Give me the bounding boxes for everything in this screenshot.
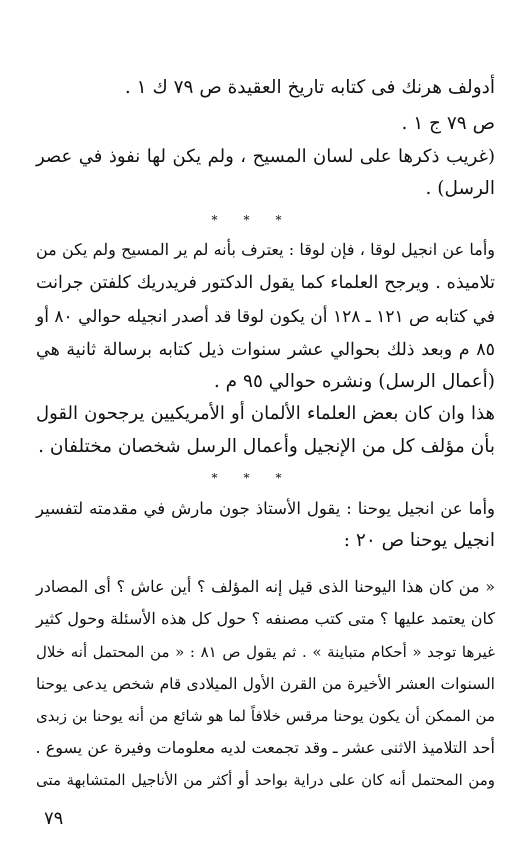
text-line: (غريب ذكرها على لسان المسيح ، ولم يكن لها نفوذ في عصر xyxy=(36,146,495,167)
separator-star: * xyxy=(243,213,276,227)
text-line: (أعمال الرسل) ونشره حوالي ٩٥ م . xyxy=(213,371,495,392)
separator-star: * xyxy=(275,471,308,485)
page-number: ٧٩ xyxy=(44,808,64,829)
text-line: الرسل) . xyxy=(425,178,495,199)
separator-star: * xyxy=(211,471,244,485)
text-line: السنوات العشر الأخيرة من القرن الأول الميلادى قام شخص يدعى يوحنا xyxy=(36,675,495,693)
text-line: ٨٥ م وبعد ذلك بحوالي عشر سنوات ذيل كتابه برسالة ثانية هي xyxy=(36,340,495,360)
text-line: انجيل يوحنا ص ٢٠ : xyxy=(343,530,495,551)
section-separator xyxy=(0,214,519,226)
text-line: من الممكن أن يكون يوحنا مرقس خلافاً لما هو شائع من أنه يوحنا بن زبدى xyxy=(36,707,495,725)
separator-star: * xyxy=(211,213,244,227)
text-line: « من كان هذا اليوحنا الذى قيل إنه المؤلف ؟ أين عاش ؟ أى المصادر xyxy=(36,577,495,596)
text-line: هذا وان كان بعض العلماء الألمان أو الأمريكيين يرجحون القول xyxy=(36,403,495,424)
text-line: تلاميذه . ويرجح العلماء كما يقول الدكتور فريدريك كلفتن جرانت xyxy=(36,273,495,293)
text-line: ص ٧٩ ج ١ . xyxy=(401,113,495,134)
text-line: غيرها توجد « أحكام متباينة » . ثم يقول ص ٨١ : « من المحتمل أنه خلال xyxy=(36,643,496,661)
separator-star: * xyxy=(243,471,276,485)
text-line: كان يعتمد عليها ؟ متى كتب مصنفه ؟ حول كل هذه الأسئلة وحول كثير xyxy=(36,609,495,628)
separator-star: * xyxy=(275,213,308,227)
text-line: وأما عن انجيل لوقا ، فإن لوقا : يعترف بأنه لم ير المسيح ولم يكن من xyxy=(36,240,495,259)
text-line: وأما عن انجيل يوحنا : يقول الأستاذ جون مارش في مقدمته لتفسير xyxy=(36,499,495,518)
text-line: أدولف هرنك فى كتابه تاريخ العقيدة ص ٧٩ ك ١ . xyxy=(124,77,495,98)
text-line: أحد التلاميذ الاثنى عشر ـ وقد تجمعت لديه معلومات وفيرة عن يسوع . xyxy=(35,738,495,757)
text-line: بأن مؤلف كل من الإنجيل وأعمال الرسل شخصان مختلفان . xyxy=(38,436,495,457)
section-separator xyxy=(0,472,519,484)
text-line: ومن المحتمل أنه كان على دراية بواحد أو أكثر من الأناجيل المتشابهة متى xyxy=(36,771,495,789)
text-line: في كتابه ص ١٢١ ـ ١٢٨ أن يكون لوقا قد أصدر انجيله حوالي ٨٠ أو xyxy=(36,307,495,327)
